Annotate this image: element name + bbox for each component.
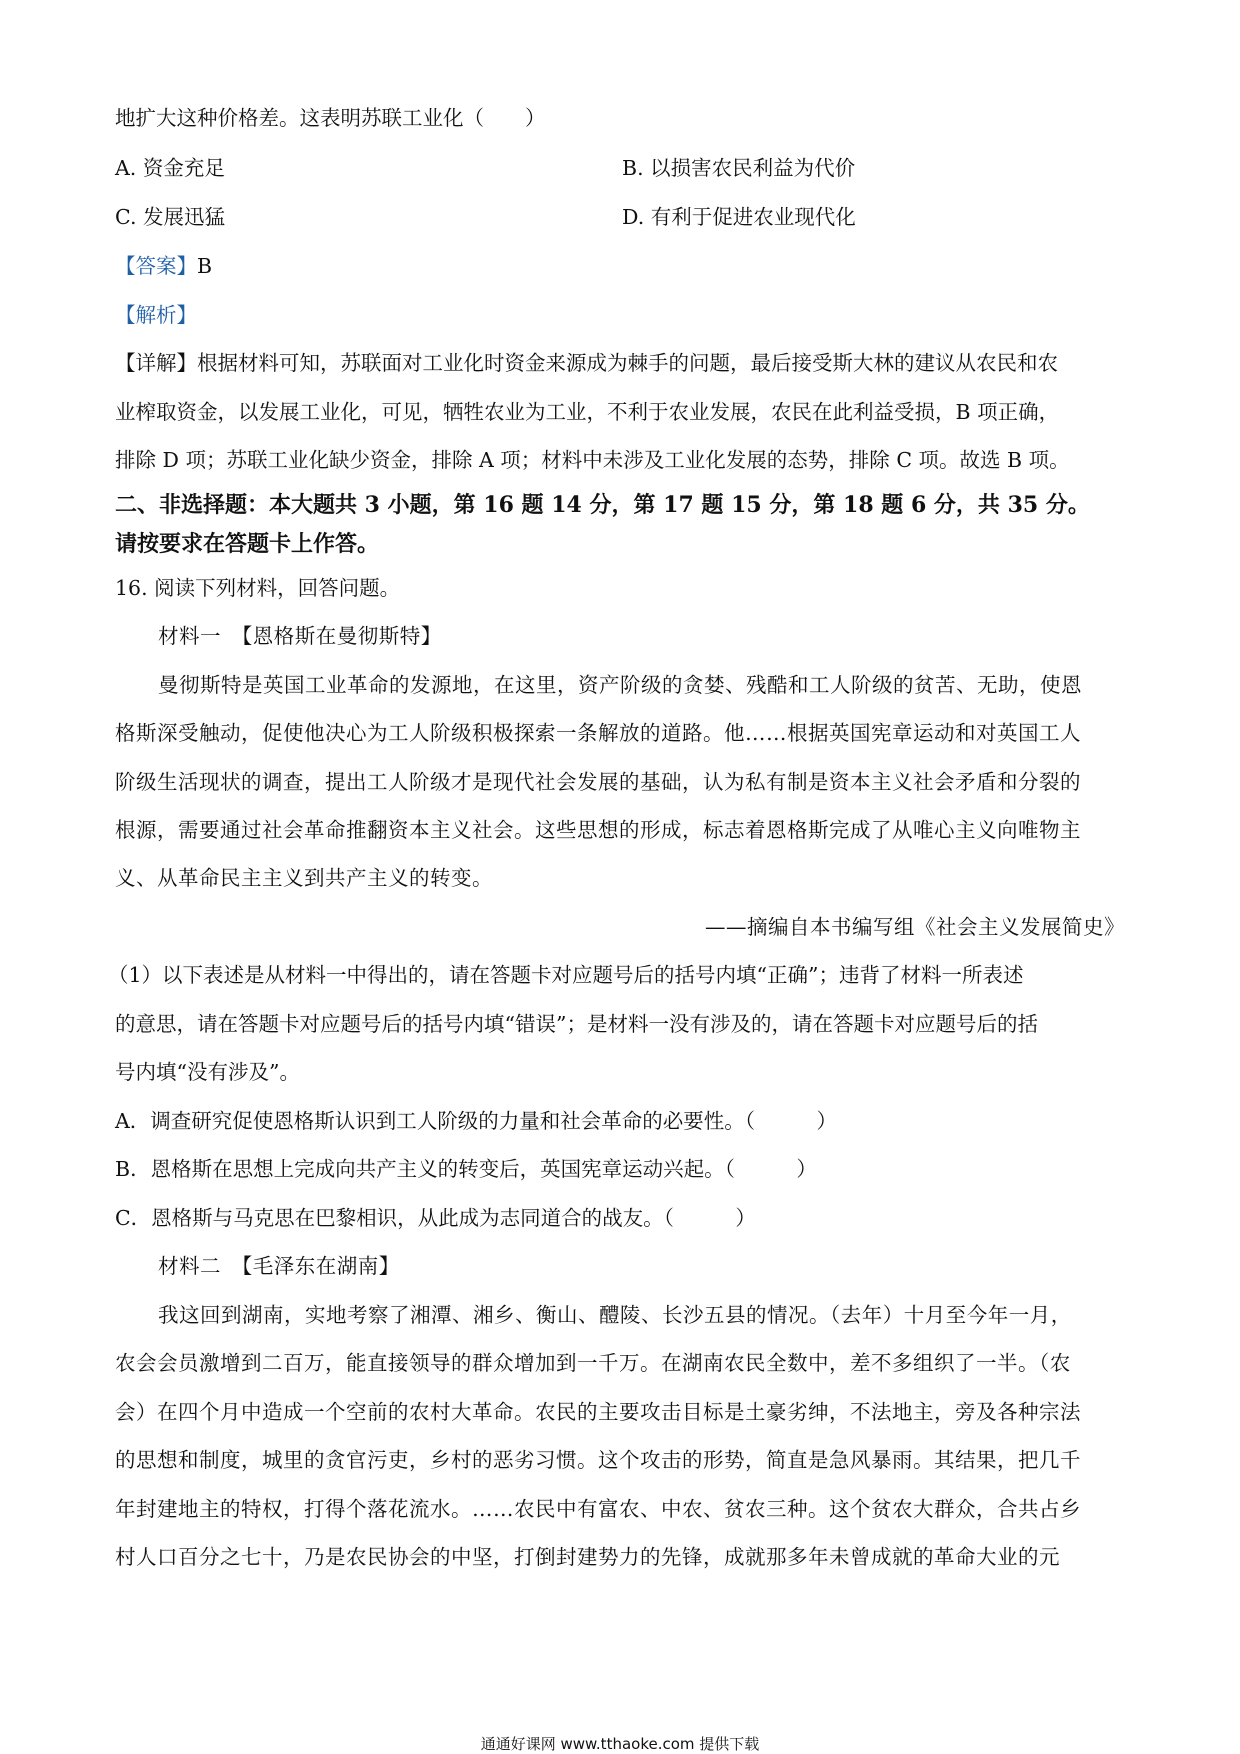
q16-stem: 16. 阅读下列材料，回答问题。	[115, 576, 401, 600]
option-label: A.	[115, 156, 137, 180]
analysis-tag: 【解析】	[115, 303, 197, 327]
material2-line-6: 村人口百分之七十，乃是农民协会的中坚，打倒封建势力的先锋，成就那多年未曾成就的革命大业的元	[115, 1545, 1060, 1569]
section2-heading-line-1: 二、非选择题：本大题共 3 小题，第 16 题 14 分，第 17 题 15 分，第 18 题 6 分，共 35 分。	[115, 492, 1090, 518]
sub1-line-1: （1）以下表述是从材料一中得出的，请在答题卡对应题号后的括号内填“正确”；违背了材料一所表述	[108, 963, 1024, 987]
sub1-item-c: C．恩格斯与马克思在巴黎相识，从此成为志同道合的战友。（ ）	[115, 1206, 756, 1230]
q15-option-a	[115, 158, 565, 179]
material2-line-2: 农会会员激增到二百万，能直接领导的群众增加到一千万。在湖南农民全数中，差不多组织了一半。（农	[115, 1351, 1071, 1375]
q15-option-c	[115, 207, 565, 228]
page-footer: 通通好课网 www.tthaoke.com 提供下载	[480, 1735, 760, 1753]
answer-tag: 【答案】	[115, 254, 197, 278]
option-text: 有利于促进农业现代化	[650, 205, 856, 229]
q15-stem-tail: 地扩大这种价格差。这表明苏联工业化（ ）	[115, 106, 546, 130]
material2-line-1: 我这回到湖南，实地考察了湘潭、湘乡、衡山、醴陵、长沙五县的情况。（去年）十月至今年一月，	[158, 1303, 1072, 1327]
detail-text: 根据材料可知，苏联面对工业化时资金来源成为棘手的问题，最后接受斯大林的建议从农民和农	[197, 351, 1058, 375]
sub1-line-2: 的意思，请在答题卡对应题号后的括号内填“错误”；是材料一没有涉及的，请在答题卡对应题号后的括	[115, 1012, 1038, 1036]
sub1-line-3: 号内填“没有涉及”。	[115, 1060, 300, 1084]
material1-line-2: 格斯深受触动，促使他决心为工人阶级积极探索一条解放的道路。他……根据英国宪章运动和对英国工人	[115, 721, 1081, 745]
material1-line-1: 曼彻斯特是英国工业革命的发源地，在这里，资产阶级的贪婪、残酷和工人阶级的贫苦、无助，使恩	[158, 673, 1082, 697]
material1-line-3: 阶级生活现状的调查，提出工人阶级才是现代社会发展的基础，认为私有制是资本主义社会矛盾和分裂的	[115, 770, 1081, 794]
option-label: B.	[622, 156, 644, 180]
material2-line-3: 会）在四个月中造成一个空前的农村大革命。农民的主要攻击目标是土豪劣绅，不法地主，旁及各种宗法	[115, 1400, 1081, 1424]
q15-detail-line-1	[115, 353, 1125, 374]
material2-line-4: 的思想和制度，城里的贪官污吏，乡村的恶劣习惯。这个攻击的形势，简直是急风暴雨。其结果，把几千	[115, 1448, 1081, 1472]
material1-source: ——摘编自本书编写组《社会主义发展简史》	[705, 915, 1125, 939]
q15-analysis-tag	[115, 305, 1125, 326]
detail-tag: 【详解】	[115, 351, 197, 375]
q15-option-b	[622, 158, 855, 179]
q15-detail-line-3: 排除 D 项；苏联工业化缺少资金，排除 A 项；材料中未涉及工业化发展的态势，排除 C 项。故选 B 项。	[115, 448, 1070, 472]
option-text: 资金充足	[142, 156, 225, 180]
section2-heading-line-2: 请按要求在答题卡上作答。	[115, 531, 380, 557]
material1-line-4: 根源，需要通过社会革命推翻资本主义社会。这些思想的形成，标志着恩格斯完成了从唯心主义向唯物主	[115, 818, 1081, 842]
sub1-item-a: A．调查研究促使恩格斯认识到工人阶级的力量和社会革命的必要性。（ ）	[115, 1109, 838, 1133]
option-text: 以损害农民利益为代价	[650, 156, 856, 180]
material2-line-5: 年封建地主的特权，打得个落花流水。……农民中有富农、中农、贫农三种。这个贫农大群众，合共占乡	[115, 1497, 1081, 1521]
q15-detail-line-2: 业榨取资金，以发展工业化，可见，牺牲农业为工业，不利于农业发展，农民在此利益受损，B 项正确，	[115, 400, 1060, 424]
q15-answer	[115, 256, 1125, 277]
material1-line-5: 义、从革命民主主义到共产主义的转变。	[115, 866, 493, 890]
q15-option-d	[622, 207, 856, 228]
option-text: 发展迅猛	[143, 205, 226, 229]
answer-value: B	[197, 254, 213, 278]
material2-title: 材料二 【毛泽东在湖南】	[158, 1254, 400, 1278]
option-label: C.	[115, 205, 137, 229]
material1-title: 材料一 【恩格斯在曼彻斯特】	[158, 624, 442, 648]
option-label: D.	[622, 205, 645, 229]
sub1-item-b: B．恩格斯在思想上完成向共产主义的转变后，英国宪章运动兴起。（ ）	[115, 1157, 817, 1181]
